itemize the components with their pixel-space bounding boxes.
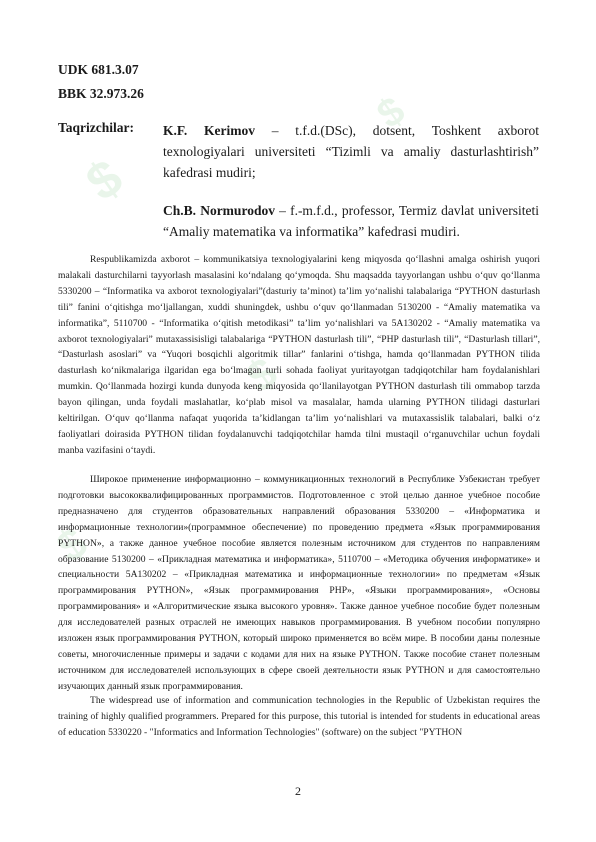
reviewer-name: Ch.B. Normurodov	[163, 203, 275, 218]
watermark-logo: $	[238, 346, 288, 403]
watermark-logo: $	[48, 516, 98, 573]
reviewer-entry	[163, 120, 539, 183]
reviewer-entry	[163, 200, 539, 242]
udk-code: UDK 681.3.07	[58, 62, 139, 77]
page-number: 2	[295, 784, 301, 798]
abstract-uzbek: Respublikamizda axborot – kommunikatsiya texnologiyalarini keng miqyosda qo‘llashni amalga oshirish yuqori malakali dasturchilarni tayyorlash masalasini ko‘ndalang qo‘ymoqda. Shu maqsadda tayyorlangan ushbu o‘quv qo‘llanma 5330200 – “Informatika va axborot texnologiyalari”(dasturiy ta’minot) ta’lim yo‘nalishi talabalariga “PYTHON dasturlash tili” fanini o‘qitishga mo‘ljallangan, xuddi shuningdek, ushbu o‘quv qo‘llanmadan 5130200 - “Amaliy matematika va informatika”, 5110700 - “Informatika o‘qitish metodikasi” ta’lim yo‘nalishlari va 5A130202 - “Amaliy matematika va axborot texnologiyalari” mutaxassisisligi talabalariga “PYTHON dasturlash tili”, “PHP dasturlash tili”, “Dasturlash tillari”, “Dasturlash asoslari” va “Yuqori bosqichli algoritmik tillar” fanlarini o‘tishga, hamda qo‘llanmadan PYTHON tilida dasturlash ko‘nikmalariga ilgaridan ega bo‘lmagan turli sohada faoliyat yuritayotgan tadqiqotchilar ham foydalanishlari mumkin. Qo‘llanmada hozirgi kunda dunyoda keng miqyosida qo‘llanilayotgan PYTHON dasturlash tili ommabop tarzda bayon qilingan, unda foydali maslahatlar, ko‘plab misol va masalalar, hamda ularning PYTHON tilidagi dasturlari keltirilgan. O‘quv qo‘llanma nafaqat yuqorida ta’kidlangan ta’lim yo‘nalishlari va mutaxassislik talabalari, balki o‘z faoliyatlari doirasida PYTHON tilidan foydalanuvchi tadqiqotchilar hamda tilni mustaqil o‘rganuvchilar uchun foydali manba vazifasini o‘taydi.	[58, 254, 540, 456]
reviewer-name: K.F. Kerimov	[163, 123, 256, 138]
reviewer-details: – f.-m.f.d., professor, Termiz davlat universiteti “Amaliy matematika va informatika” kafedrasi mudiri.	[163, 203, 539, 239]
abstract-russian: Широкое применение информационно – коммуникационных технологий в Республике Узбекистан требует подготовки высококвалифицированных программистов. Подготовленное с этой целью данное учебное пособие предназначено для студентов образовательных направлений образования 5330200 – «Информатика и информационные технологии»(программное обеспечение) по проведению предмета «Язык программирования PYTHON», а также данное учебное пособие является полезным источником для студентов по направлениям образование 5130200 – «Прикладная математика и информатика», 5110700 – «Методика обучения информатике» и специальности 5А130202 – «Прикладная математика и информационные технологии» по предметам «Язык программирования PYTHON», «Язык программирования PHP», «Языки программирования», «Основы программирования» и «Алгоритмические языка высокого уровня». Также данное учебное пособие будет полезным для исследователей разных отраслей не имеющих навыков программирования. В учебном пособии популярно изложен язык программирования PYTHON, который широко применяется во всём мире. В пособии даны полезные советы, многочисленные примеры и задачи с кодами для них на языке PYTHON. Также пособие станет полезным источником для исследователей использующих в сфере своей деятельности язык PYTHON и для самостоятельно изучающих данный язык программирования.	[58, 474, 540, 692]
watermark-logo: $	[76, 147, 135, 213]
watermark-logo: $	[369, 87, 415, 138]
reviewer-details: – t.f.d.(DSc), dotsent, Toshkent axborot texnologiyalari universiteti “Tizimli va amaliy dasturlashtirish” kafedrasi mudiri;	[163, 123, 539, 180]
bbk-code: BBK 32.973.26	[58, 86, 144, 101]
classification-codes	[58, 58, 144, 106]
reviewers-label: Taqrizchilar:	[58, 120, 134, 135]
abstract-english: The widespread use of information and communication technologies in the Republic of Uzbekistan requires the training of highly qualified programmers. Prepared for this purpose, this tutorial is intended for students in educational areas of education 5330220 - "Informatics and Information Technologies" (software) on the subject "PYTHON	[58, 695, 540, 738]
